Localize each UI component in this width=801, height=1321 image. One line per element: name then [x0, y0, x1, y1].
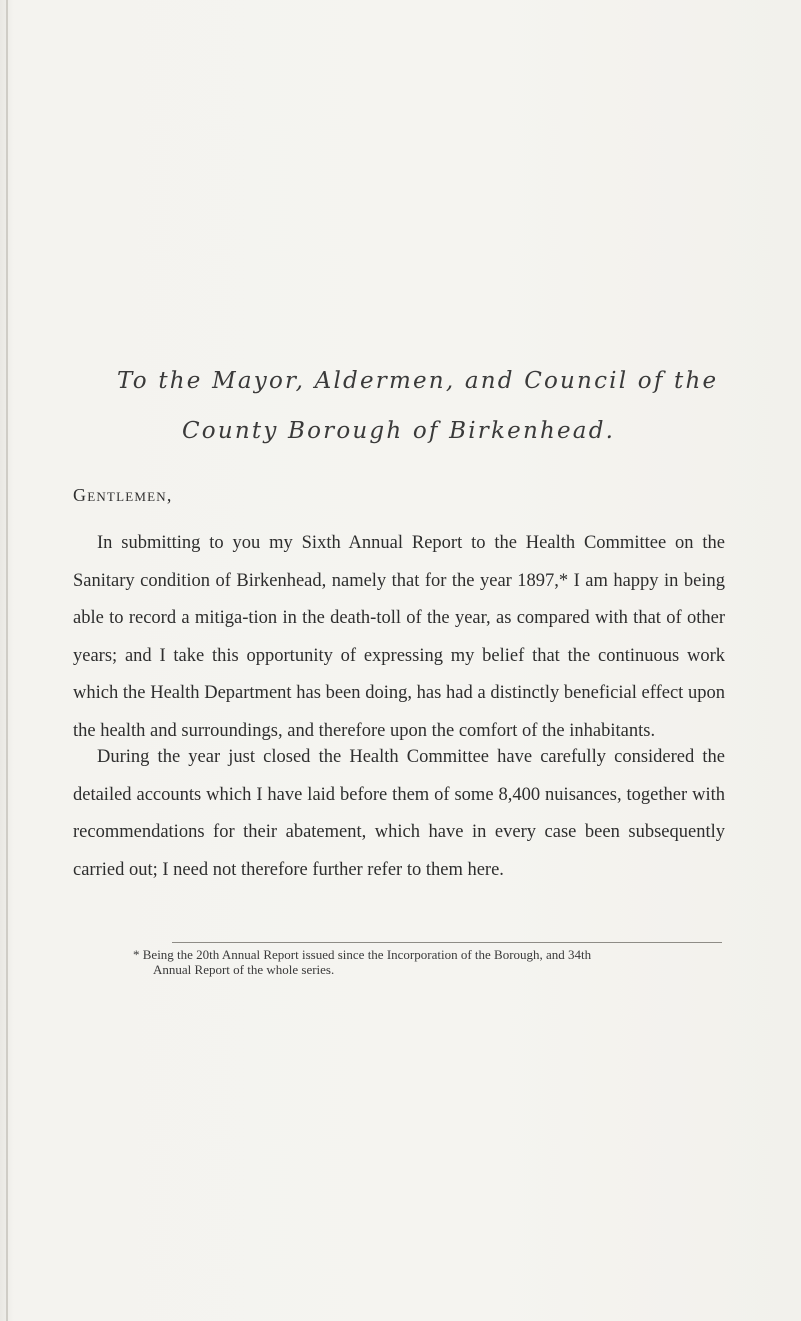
footnote-line-2: Annual Report of the whole series. [153, 962, 335, 977]
body-paragraph-2: During the year just closed the Health Committee have carefully considered the detailed accounts which I have laid before them of some 8,400 nuisances, together with recommendations for their abatement, which have in every case been subsequently carried out; I need not therefore further refer to them here. [73, 747, 725, 880]
footnote-divider [172, 942, 722, 943]
footnote [133, 947, 723, 977]
body-paragraph-1: In submitting to you my Sixth Annual Report to the Health Committee on the Sanitary condition of Birkenhead, namely that for the year 1897,* I am happy in being able to record a mitiga-tion in the death-toll of the year, as compared with that of other years; and I take this opportunity of expressing my belief that the continuous work which the Health Department has been doing, has had a distinctly beneficial effect upon the health and surroundings, and therefore upon the comfort of the inhabitants. [73, 533, 725, 741]
address-heading-line-1: To the Mayor, Aldermen, and Council of the [117, 368, 719, 394]
footnote-line-1: * Being the 20th Annual Report issued since the Incorporation of the Borough, and 34th [133, 947, 592, 962]
page-binding-edge [6, 0, 8, 1321]
address-heading-line-2: County Borough of Birkenhead. [182, 418, 616, 444]
salutation: Gentlemen, [73, 485, 173, 505]
